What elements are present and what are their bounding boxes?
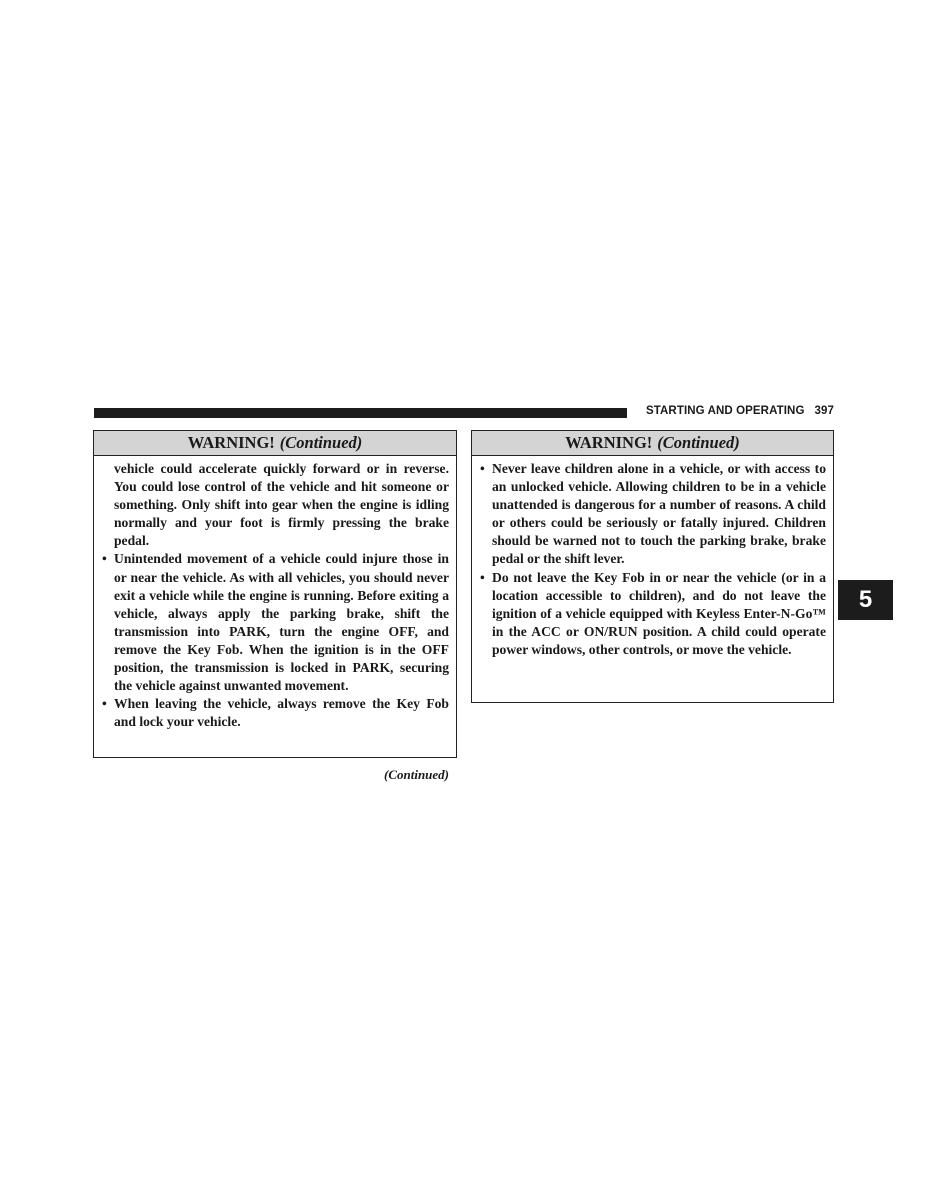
continuation-paragraph: vehicle could accelerate quickly forward or in reverse. You could lose control of the vehicle and hit someone or something. Only shift into gear when the engine is idling normally and your foot is firmly pressing the brake pedal. xyxy=(114,461,449,549)
header-rule xyxy=(94,408,627,418)
bullet-dot-icon: • xyxy=(480,569,485,585)
warning-box-left xyxy=(93,430,457,758)
warning-title-continued: (Continued) xyxy=(657,433,740,452)
bullet-item xyxy=(102,695,449,731)
page-number: 397 xyxy=(814,405,834,417)
running-header xyxy=(634,405,834,417)
bullet-text: Unintended movement of a vehicle could injure those in or near the vehicle. As with all vehicles, you should never exit a vehicle while the engine is running. Before exiting a vehicle, always apply the parking brake, shift the transmission into PARK, turn the engine OFF, and remove the Key Fob. When the ignition is in the OFF position, the transmission is locked in PARK, securing the vehicle against unwanted movement. xyxy=(114,551,449,694)
bullet-dot-icon: • xyxy=(480,461,485,476)
bullet-item xyxy=(102,550,449,695)
chapter-tab: 5 xyxy=(838,580,893,620)
continued-note: (Continued) xyxy=(383,767,449,782)
warning-title: WARNING! xyxy=(565,433,653,452)
bullet-dot-icon: • xyxy=(102,551,107,567)
warning-header xyxy=(472,431,833,456)
warning-title: WARNING! xyxy=(187,433,275,452)
bullet-item xyxy=(480,569,826,659)
bullet-text: Never leave children alone in a vehicle, or with access to an unlocked vehicle. Allowing children to be in a vehicle unattended is dangerous for a number of reasons. A child or others could be seriously or fatally injured. Children should be warned not to touch the parking brake, brake pedal or the shift lever. xyxy=(492,461,826,567)
bullet-text: When leaving the vehicle, always remove the Key Fob and lock your vehicle. xyxy=(114,696,449,730)
bullet-dot-icon: • xyxy=(102,696,107,712)
bullet-item xyxy=(480,460,826,569)
warning-body xyxy=(472,456,833,659)
bullet-text: Do not leave the Key Fob in or near the vehicle (or in a location accessible to children), and do not leave the ignition of a vehicle equipped with Keyless Enter-N-Go™ in the ACC or ON/RUN position. A child could operate power windows, other controls, or move the vehicle. xyxy=(492,569,826,657)
warning-title-continued: (Continued) xyxy=(279,433,363,452)
warning-body xyxy=(94,456,456,731)
warning-header xyxy=(94,431,456,456)
warning-box-right xyxy=(471,430,834,703)
section-title: STARTING AND OPERATING xyxy=(645,405,805,417)
